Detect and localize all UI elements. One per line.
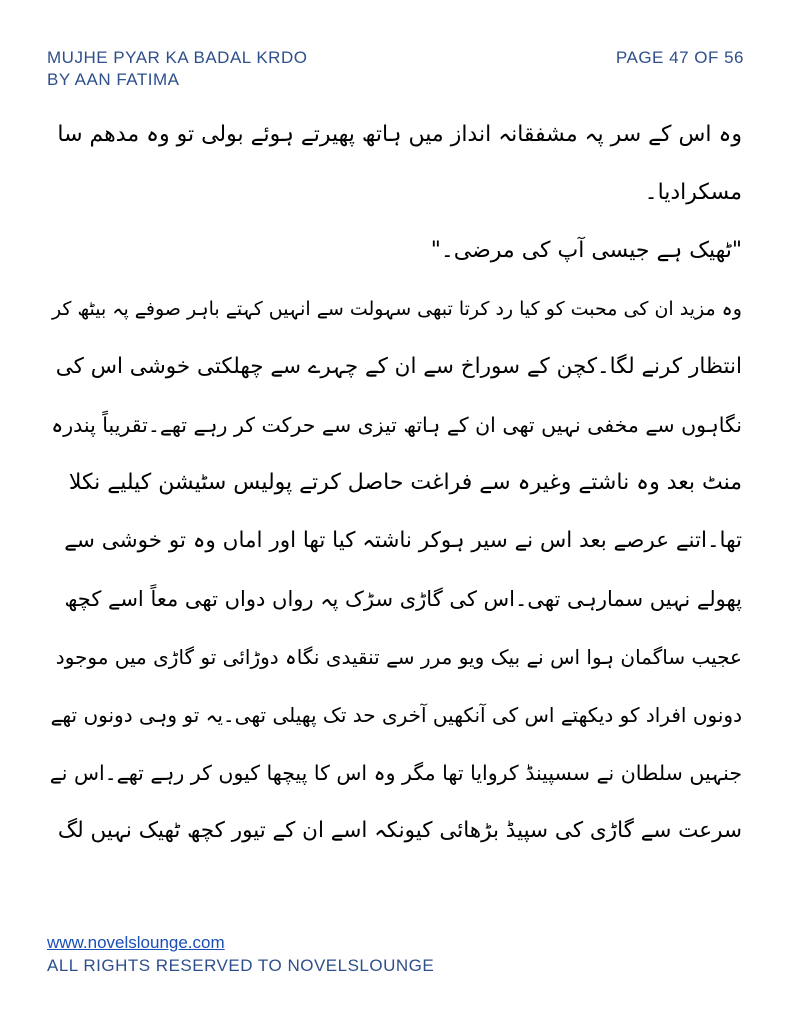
text-line: سرعت سے گاڑی کی سپیڈ بڑھائی کیونکہ اسے ان کے تیور کچھ ٹھیک نہیں لگ — [57, 818, 742, 843]
text-line: انتظار کرنے لگا۔کچن کے سوراخ سے ان کے چہرے سے چھلکتی خوشی اس کی — [55, 354, 742, 379]
document-footer — [47, 932, 434, 978]
text-line: عجیب ساگمان ہوا اس نے بیک ویو مرر سے تنقیدی نگاہ دوڑائی تو گاڑی میں موجود — [55, 645, 742, 669]
website-link[interactable]: www.novelslounge.com — [47, 933, 225, 952]
text-line: پھولے نہیں سمارہی تھی۔اس کی گاڑی سڑک پہ رواں دواں تھی معاً اسے کچھ — [64, 587, 742, 611]
text-line: "ٹھیک ہے جیسی آپ کی مرضی۔" — [430, 238, 742, 263]
text-line: تھا۔اتنے عرصے بعد اس نے سیر ہوکر ناشتہ کیا تھا اور اماں وہ تو خوشی سے — [64, 528, 742, 553]
novel-title: MUJHE PYAR KA BADAL KRDO — [47, 48, 308, 67]
document-header — [47, 47, 307, 91]
text-line: وہ اس کے سر پہ مشفقانہ انداز میں ہاتھ پھیرتے ہوئے بولی تو وہ مدھم سا — [57, 122, 742, 147]
text-line: نگاہوں سے مخفی نہیں تھی ان کے ہاتھ تیزی سے حرکت کر رہے تھے۔تقریباً پندرہ — [51, 413, 742, 437]
page-indicator: PAGE 47 OF 56 — [615, 48, 744, 67]
story-text — [50, 106, 742, 860]
author-name: BY AAN FATIMA — [47, 70, 180, 89]
text-line: وہ مزید ان کی محبت کو کیا رد کرتا تبھی سہولت سے انہیں کہتے باہر صوفے پہ بیٹھ کر — [51, 298, 742, 320]
text-line: جنہیں سلطان نے سسپینڈ کروایا تھا مگر وہ اس کا پیچھا کیوں کر رہے تھے۔اس نے — [50, 761, 742, 785]
text-line: دونوں افراد کو دیکھتے اس کی آنکھیں آخری حد تک پھیلی تھی۔یہ تو وہی دونوں تھے — [50, 703, 742, 727]
text-line: منٹ بعد وہ ناشتے وغیرہ سے فراغت حاصل کرتے پولیس سٹیشن کیلیے نکلا — [68, 470, 742, 495]
rights-notice: ALL RIGHTS RESERVED TO NOVELSLOUNGE — [47, 956, 435, 975]
text-line: مسکرادیا۔ — [644, 180, 742, 205]
